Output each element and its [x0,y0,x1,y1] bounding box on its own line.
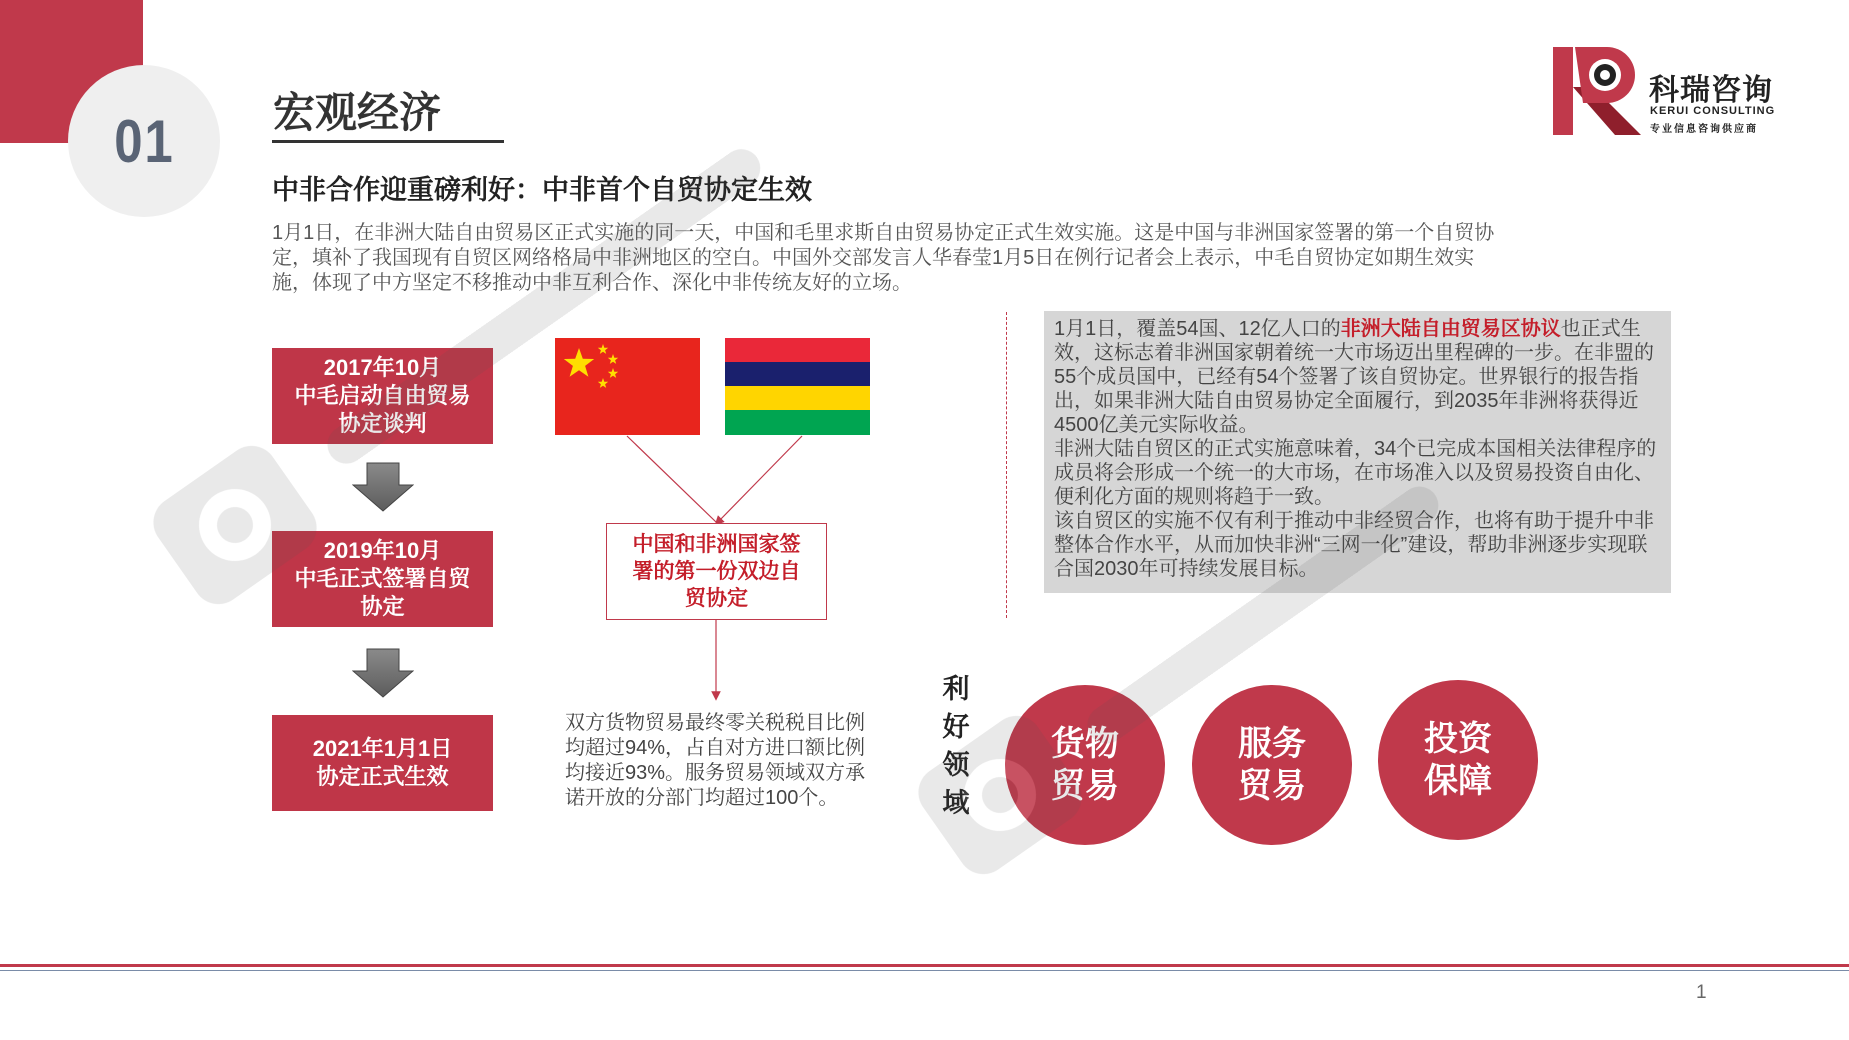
title-underline [272,140,504,143]
down-arrow-icon [352,648,414,698]
page-title: 宏观经济 [273,89,442,136]
info-paragraph-2: 非洲大陆自贸区的正式实施意味着，34个已完成本国相关法律程序的成员将会形成一个统一的大市场，在市场准入以及贸易投资自由化、便利化方面的规则将趋于一致。 [1054,438,1657,508]
kerui-logo-icon [1553,47,1641,135]
timeline-step-line: 中毛启动自由贸易 [294,383,471,408]
benefit-label-char: 好 [942,712,970,742]
benefit-circle-goods-trade [1005,685,1165,845]
china-flag-icon [555,338,700,435]
benefit-label-char: 领 [942,750,970,780]
info-paragraph-3: 该自贸区的实施不仅有利于推动中非经贸合作，也将有助于提升中非整体合作水平，从而加快非洲“三网一化”建设，帮助非洲逐步实现联合国2030年可持续发展目标。 [1054,510,1654,580]
timeline-step-line: 中毛正式签署自贸 [294,566,471,591]
kerui-logo [1553,47,1783,137]
logo-name-cn: 科瑞咨询 [1649,74,1773,107]
benefit-label-char: 利 [942,674,970,704]
benefit-line: 货物 [1051,725,1119,763]
benefit-circle-investment [1378,680,1538,840]
benefit-line: 贸易 [1051,767,1119,805]
logo-tagline: 专业信息咨询供应商 [1650,124,1758,135]
mauritius-flag-icon [725,338,870,435]
slide-subtitle: 中非合作迎重磅利好：中非首个自贸协定生效 [272,175,812,205]
logo-name-en: KERUI CONSULTING [1650,105,1776,117]
timeline-step [272,715,493,811]
coop-box-line: 署的第一份双边自 [632,560,801,583]
timeline-step-line: 协定正式生效 [316,764,449,789]
page-number: 1 [1696,982,1707,1003]
info-highlight: 非洲大陆自由贸易区协议 [1340,318,1561,340]
benefit-circle-services-trade [1192,685,1352,845]
section-number: 01 [113,107,175,175]
benefit-line: 保障 [1424,762,1492,800]
footer-rule-grey [0,970,1849,971]
section-number-circle [68,65,220,217]
coop-box-line: 中国和非洲国家签 [632,533,801,556]
afcfta-info-box [1044,311,1671,593]
benefit-line: 贸易 [1238,767,1306,805]
benefit-areas-label [938,670,974,822]
benefit-line: 投资 [1424,720,1492,758]
benefit-label-char: 域 [942,788,970,818]
footer-rule-red [0,964,1849,967]
timeline-step-line: 2021年1月1日 [312,736,453,761]
benefit-line: 服务 [1238,725,1306,763]
timeline-step [272,348,493,444]
info-text-pre: 1月1日，覆盖54国、12亿人口的 [1054,318,1341,340]
coop-box-line: 贸协定 [685,587,748,610]
timeline-step-line: 2019年10月 [323,538,442,563]
info-text-post: 也正式生效，这标志着非洲国家朝着统一大市场迈出里程碑的一步。在非盟的55个成员国中，已经有54个签署了该自贸协定。世界银行的报告指出，如果非洲大陆自由贸易协定全面履行，到2035年非洲将获得近4500亿美元实际收益。 [1054,318,1654,436]
intro-paragraph: 1月1日，在非洲大陆自由贸易区正式实施的同一天，中国和毛里求斯自由贸易协定正式生效实施。这是中国与非洲国家签署的第一个自贸协定，填补了我国现有自贸区网络格局中非洲地区的空白。中国外交部发言人华春莹1月5日在例行记者会上表示，中毛自贸协定如期生效实施，体现了中方坚定不移推动中非互利合作、深化中非传统友好的立场。 [272,222,1495,294]
dashed-divider [1006,312,1007,618]
trade-commitments-text: 双方货物贸易最终零关税税目比例均超过94%，占自对方进口额比例均接近93%。服务贸易领域双方承诺开放的分部门均超过100个。 [565,712,866,809]
timeline-step-line: 协定 [360,594,405,619]
first-bilateral-fta-box [606,523,827,620]
timeline-step-line: 2017年10月 [323,355,442,380]
timeline-step [272,531,493,627]
down-arrow-icon [352,462,414,512]
timeline-step-line: 协定谈判 [338,411,427,436]
afcfta-info-text [1054,317,1666,581]
